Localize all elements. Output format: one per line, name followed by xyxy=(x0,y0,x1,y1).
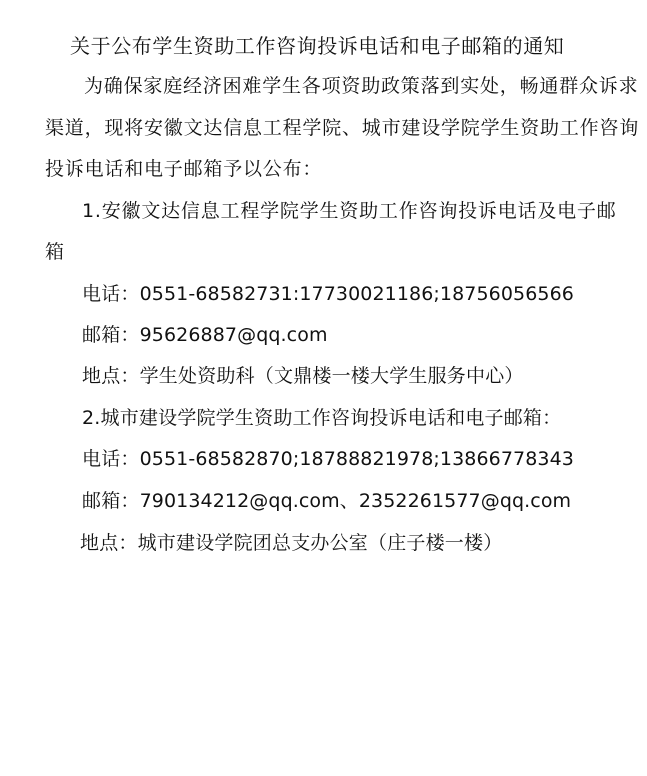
section1-address-value: 学生处资助科（文鼎楼一楼大学生服务中心） xyxy=(139,365,524,387)
section1-phone-label: 电话： xyxy=(82,283,140,305)
section1-heading-line-1: 1.安徽文达信息工程学院学生资助工作咨询投诉电话及电子邮 xyxy=(82,200,617,222)
section1-phone-row xyxy=(82,282,574,306)
section1-phone-value: 0551-68582731:17730021186;18756056566 xyxy=(139,283,574,305)
section2-email-value: 790134212@qq.com、2352261577@qq.com xyxy=(139,490,572,512)
section1-address-label: 地点： xyxy=(82,365,140,387)
section1-email-value: 95626887@qq.com xyxy=(139,324,328,346)
intro-line-3: 投诉电话和电子邮箱予以公布： xyxy=(45,158,323,180)
intro-line-2: 渠道，现将安徽文达信息工程学院、城市建设学院学生资助工作咨询 xyxy=(45,117,640,139)
section1-address-row xyxy=(82,364,524,388)
section1-heading-line-2: 箱 xyxy=(45,241,65,263)
document-title: 关于公布学生资助工作咨询投诉电话和电子邮箱的通知 xyxy=(70,34,565,58)
section2-email-row xyxy=(82,489,571,513)
section2-address-row xyxy=(80,531,502,555)
section2-address-label: 地点： xyxy=(80,532,138,554)
section2-phone-row xyxy=(82,447,574,471)
section2-email-label: 邮箱： xyxy=(82,490,140,512)
section1-email-row xyxy=(82,323,328,347)
section2-address-value: 城市建设学院团总支办公室（庄子楼一楼） xyxy=(137,532,503,554)
section1-email-label: 邮箱： xyxy=(82,324,140,346)
section2-phone-value: 0551-68582870;18788821978;13866778343 xyxy=(139,448,574,470)
intro-line-1: 为确保家庭经济困难学生各项资助政策落到实处，畅通群众诉求 xyxy=(84,75,639,97)
section2-heading: 2.城市建设学院学生资助工作咨询投诉电话和电子邮箱： xyxy=(82,407,562,429)
section2-phone-label: 电话： xyxy=(82,448,140,470)
